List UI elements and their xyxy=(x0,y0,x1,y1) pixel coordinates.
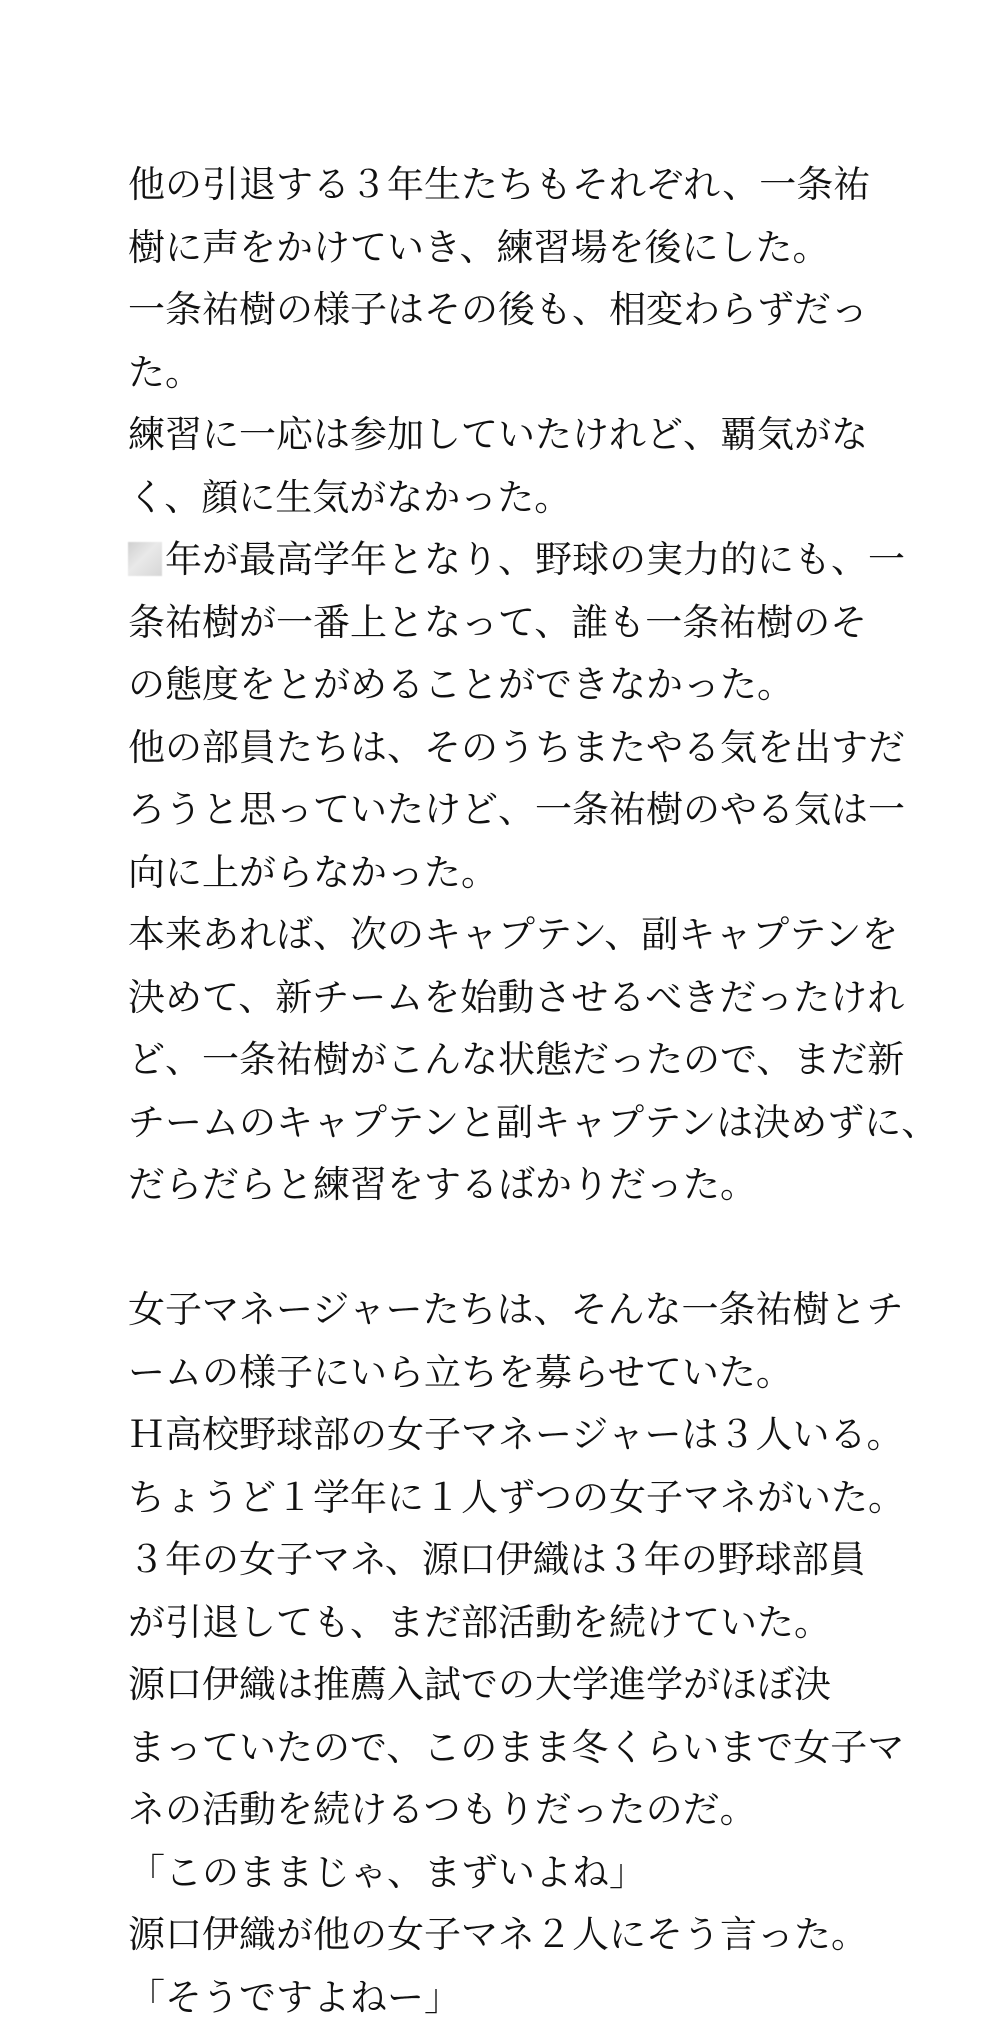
text-line: ちょうど１学年に１人ずつの女子マネがいた。 xyxy=(128,1467,908,1530)
text-line: 源口伊織が他の女子マネ２人にそう言った。 xyxy=(128,1904,908,1967)
text-line: ろうと思っていたけど、一条祐樹のやる気は一 xyxy=(128,779,908,842)
text-line: 向に上がらなかった。 xyxy=(128,842,908,905)
text-line: チームのキャプテンと副キャプテンは決めずに、 xyxy=(128,1092,908,1155)
text-line: 本来あれば、次のキャプテン、副キャプテンを xyxy=(128,904,908,967)
text-line: が引退しても、まだ部活動を続けていた。 xyxy=(128,1592,908,1655)
dialogue-line: 「そうですよねー」 xyxy=(128,1967,908,2029)
body-text xyxy=(128,154,908,2029)
text-line: 他の引退する３年生たちもそれぞれ、一条祐 xyxy=(128,154,908,217)
text-line: まっていたので、このまま冬くらいまで女子マ xyxy=(128,1717,908,1780)
text-line: ネの活動を続けるつもりだったのだ。 xyxy=(128,1779,908,1842)
text-line: 源口伊織は推薦入試での大学進学がほぼ決 xyxy=(128,1654,908,1717)
dialogue-line: 「このままじゃ、まずいよね」 xyxy=(128,1842,908,1905)
text-line: 他の部員たちは、そのうちまたやる気を出すだ xyxy=(128,717,908,780)
text-line: 練習に一応は参加していたけれど、覇気がな xyxy=(128,404,908,467)
text-line: 女子マネージャーたちは、そんな一条祐樹とチ xyxy=(128,1279,908,1342)
text-line: 条祐樹が一番上となって、誰も一条祐樹のそ xyxy=(128,592,908,655)
text-line: ど、一条祐樹がこんな状態だったので、まだ新 xyxy=(128,1029,908,1092)
text-line: 年が最高学年となり、野球の実力的にも、一 xyxy=(165,538,905,581)
text-line: ームの様子にいら立ちを募らせていた。 xyxy=(128,1342,908,1405)
text-line: 樹に声をかけていき、練習場を後にした。 xyxy=(128,217,908,280)
text-line: の態度をとがめることができなかった。 xyxy=(128,654,908,717)
text-line: く、顔に生気がなかった。 xyxy=(128,467,908,530)
redacted-block xyxy=(128,542,162,576)
text-line: 一条祐樹の様子はその後も、相変わらずだっ xyxy=(128,279,908,342)
text-line: ３年の女子マネ、源口伊織は３年の野球部員 xyxy=(128,1529,908,1592)
text-line: 決めて、新チームを始動させるべきだったけれ xyxy=(128,967,908,1030)
blank-line xyxy=(128,1217,908,1280)
text-line-with-redaction xyxy=(128,529,908,592)
text-line: Ｈ高校野球部の女子マネージャーは３人いる。 xyxy=(128,1404,908,1467)
text-line: た。 xyxy=(128,342,908,405)
text-line: だらだらと練習をするばかりだった。 xyxy=(128,1154,908,1217)
